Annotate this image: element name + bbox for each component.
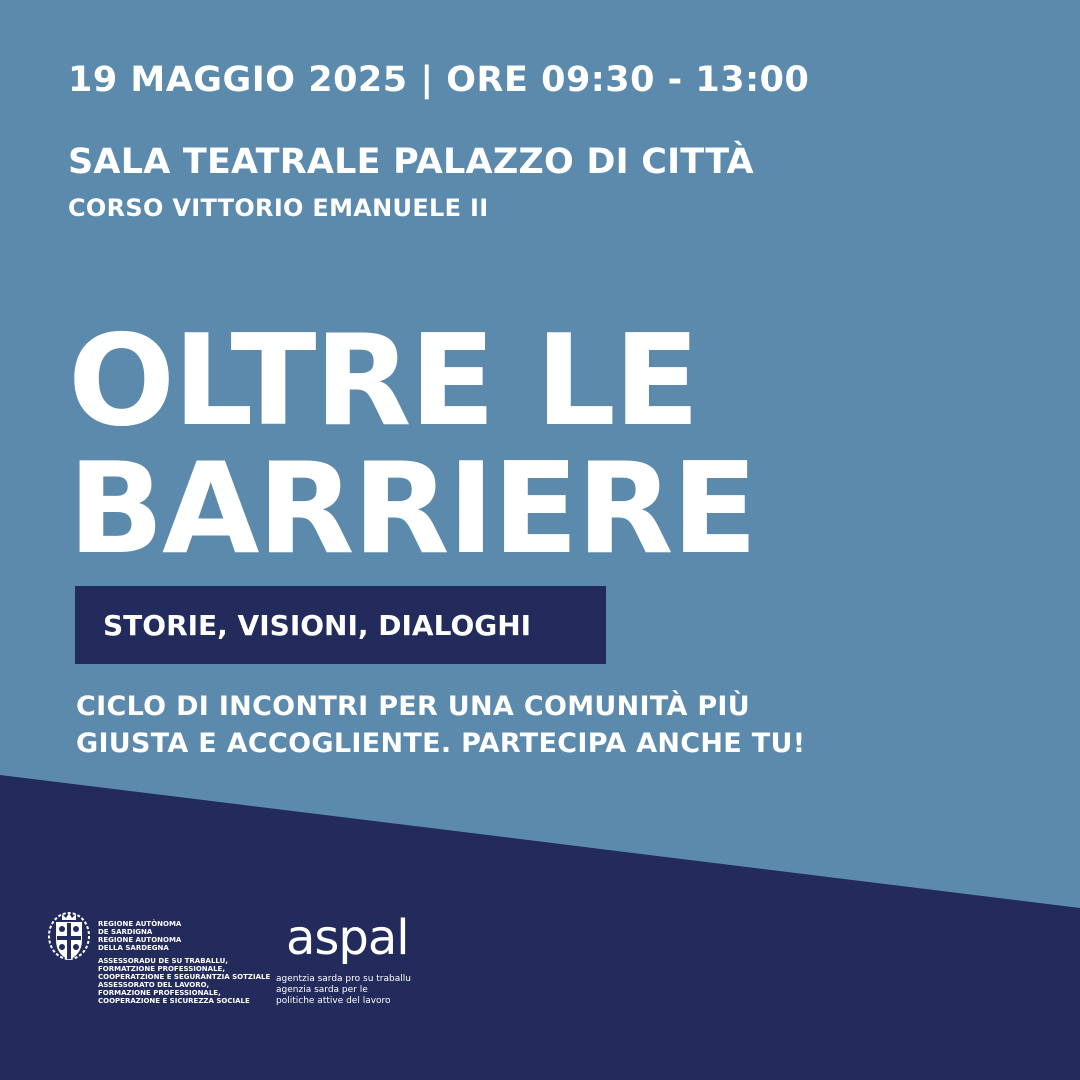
department-italian-3: COOPERAZIONE E SICUREZZA SOCIALE <box>98 997 250 1005</box>
aspal-line-1: agentzia sarda pro su traballu <box>276 974 411 984</box>
tagline <box>76 688 805 762</box>
department-sardinian-2: FORMATZIONE PROFESSIONALE, <box>98 965 225 973</box>
sardegna-region-text <box>98 920 270 1005</box>
subtitle-banner <box>75 586 606 664</box>
region-name-sardinian: REGIONE AUTÒNOMA <box>98 920 182 928</box>
tagline-line-1: CICLO DI INCONTRI PER UNA COMUNITÀ PIÙ <box>76 691 751 722</box>
event-date-time: 19 MAGGIO 2025 | ORE 09:30 - 13:00 <box>68 60 810 100</box>
event-venue: SALA TEATRALE PALAZZO DI CITTÀ <box>68 142 754 182</box>
aspal-description <box>276 974 411 1007</box>
aspal-logo: aspal <box>286 910 409 966</box>
department-italian-2: FORMAZIONE PROFESSIONALE, <box>98 989 221 997</box>
department-sardinian-1: ASSESSORADU DE SU TRABALLU, <box>98 957 228 965</box>
region-name-italian-2: DELLA SARDEGNA <box>98 944 169 952</box>
event-address: CORSO VITTORIO EMANUELE II <box>68 194 489 222</box>
region-name-sardinian-2: DE SARDIGNA <box>98 928 153 936</box>
main-title-line-1: OLTRE LE <box>68 307 698 454</box>
department-sardinian-3: COOPERATZIONE E SEGURÀNTZIA SOTZIALE <box>98 973 271 981</box>
aspal-line-3: politiche attive del lavoro <box>276 996 391 1006</box>
region-name-italian: REGIONE AUTONOMA <box>98 936 182 944</box>
tagline-line-2: GIUSTA E ACCOGLIENTE. PARTECIPA ANCHE TU! <box>76 728 806 759</box>
sardegna-coat-of-arms-icon <box>46 910 92 966</box>
department-italian-1: ASSESSORATO DEL LAVORO, <box>98 981 210 989</box>
subtitle-text: STORIE, VISIONI, DIALOGHI <box>103 608 532 642</box>
aspal-line-2: agenzia sarda per le <box>276 985 368 995</box>
main-title-line-2: BARRIERE <box>68 435 756 582</box>
